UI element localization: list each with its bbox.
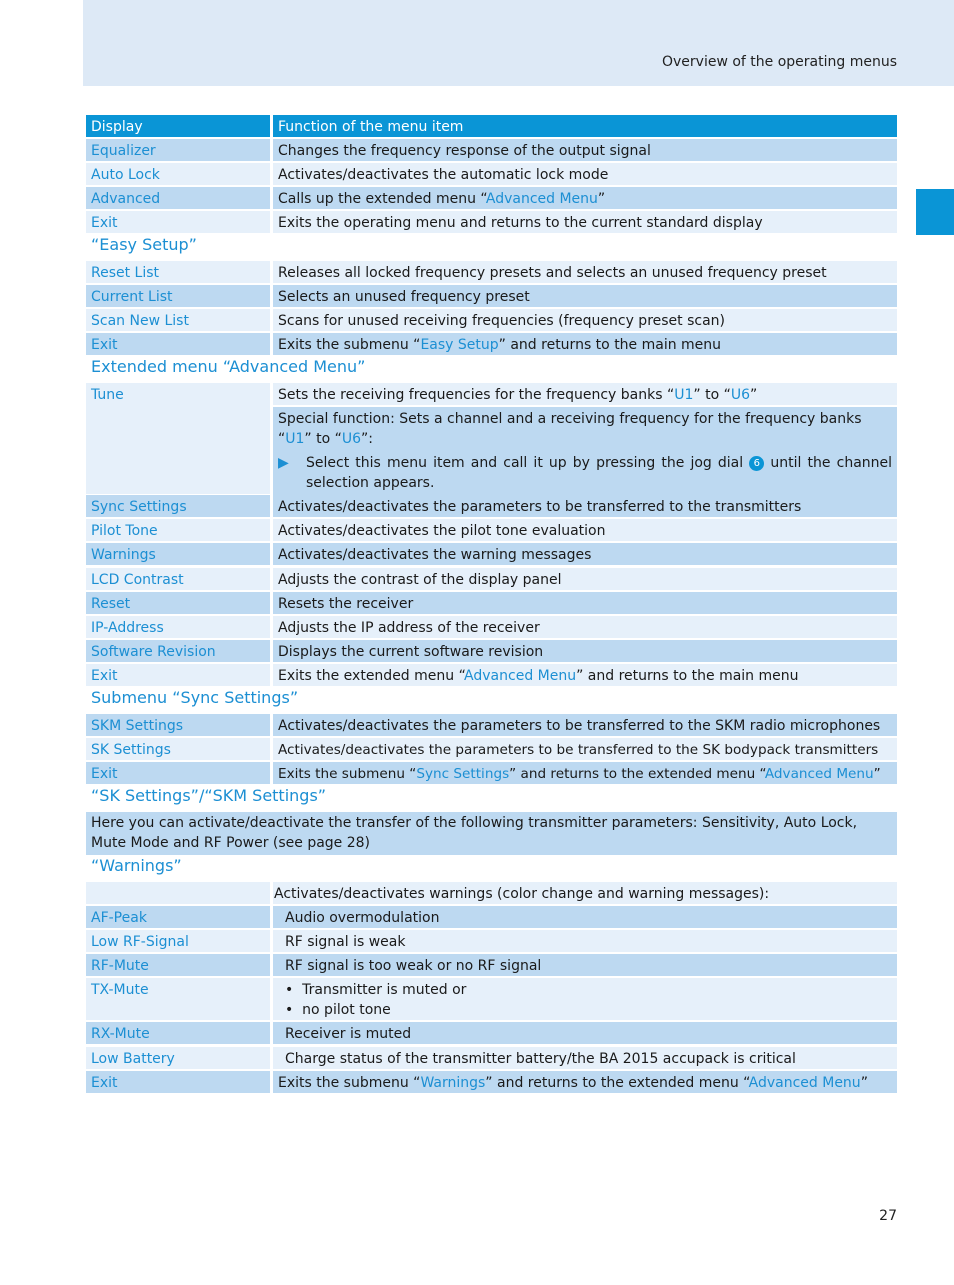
table-row-tune [86,383,897,494]
menu-link: Advanced Menu [764,766,874,782]
row-display: LCD Contrast [86,568,270,590]
row-function: Releases all locked frequency presets and selects an unused frequency preset [273,261,897,283]
row-function: Activates/deactivates the automatic lock mode [273,163,897,185]
row-function: Adjusts the contrast of the display panel [273,568,897,590]
row-display: SKM Settings [86,714,270,736]
row-function: Exits the submenu “Sync Settings” and returns to the extended menu “Advanced Menu” [273,762,897,784]
row-function: Activates/deactivates the parameters to be transferred to the SK bodypack transmitters [273,738,897,760]
menu-link: Easy Setup [420,337,499,353]
row-display: Exit [86,1071,270,1093]
arrow-icon: ▶ [278,455,289,471]
row-function: RF signal is weak [273,930,897,952]
row-function: Resets the receiver [273,592,897,614]
row-function: Activates/deactivates the pilot tone evaluation [273,519,897,541]
jog-dial-number-icon: 6 [749,456,764,471]
header-title: Overview of the operating menus [661,54,897,70]
row-display: Scan New List [86,309,270,331]
row-display: RF-Mute [86,954,270,976]
row-function: Adjusts the IP address of the receiver [273,616,897,638]
table-row [86,543,897,565]
chapter-tab [916,189,954,235]
section-sync-settings: Submenu “Sync Settings” [91,688,299,707]
sk-settings-note: Here you can activate/deactivate the transfer of the following transmitter parameters: Sensitivity, Auto Lock, Mute Mode and RF Power (see page 28) [86,812,897,855]
table-row [86,1022,897,1044]
table-row [86,139,897,161]
row-function: Exits the submenu “Easy Setup” and returns to the main menu [273,333,897,355]
table-row [86,616,897,638]
special-function: Special function: Sets a channel and a receiving frequency for the frequency banks “U1” to “U6”: ▶ Select this menu item and call it up by pressing the jog dial 6 until the channel selection appears. [273,407,897,495]
table-row [86,495,897,517]
row-function: Changes the frequency response of the output signal [273,139,897,161]
menu-link: Sync Settings [416,766,510,782]
menu-link: Advanced Menu [485,191,598,207]
row-display: Exit [86,333,270,355]
table-row [86,738,897,760]
table-row [86,640,897,662]
table-row [86,592,897,614]
row-function: Exits the submenu “Warnings” and returns to the extended menu “Advanced Menu” [273,1071,897,1093]
row-function: Displays the current software revision [273,640,897,662]
row-display: Pilot Tone [86,519,270,541]
page-number: 27 [879,1208,897,1224]
table-row [86,333,897,355]
header-display: Display [86,115,270,137]
table-row [86,762,897,784]
menu-link: Warnings [420,1075,486,1091]
warnings-intro: Activates/deactivates warnings (color change and warning messages): [273,882,897,904]
row-display: Warnings [86,543,270,565]
table-row [86,211,897,233]
table-row [86,163,897,185]
table-row [86,1047,897,1069]
header-band [83,0,954,86]
menu-link: Advanced Menu [464,668,577,684]
row-display: Low Battery [86,1047,270,1069]
row-function: Exits the extended menu “Advanced Menu” and returns to the main menu [273,664,897,686]
section-sk-settings: “SK Settings”/“SKM Settings” [91,786,327,805]
list-item: • no pilot tone [285,1002,391,1018]
section-easy-setup: “Easy Setup” [91,235,197,254]
table-row [86,568,897,590]
row-display: Reset List [86,261,270,283]
row-display: Tune [86,383,270,494]
table-row [86,882,897,904]
table-header [86,115,897,137]
table-row [86,714,897,736]
table-row [86,309,897,331]
menu-link: Advanced Menu [748,1075,861,1091]
table-row [86,664,897,686]
table-row [86,930,897,952]
row-display: Exit [86,762,270,784]
table-row [86,261,897,283]
row-function: Activates/deactivates the parameters to be transferred to the SKM radio microphones [273,714,897,736]
row-function: Audio overmodulation [273,906,897,928]
row-display: AF-Peak [86,906,270,928]
row-function: RF signal is too weak or no RF signal [273,954,897,976]
table-row [86,285,897,307]
row-display: Auto Lock [86,163,270,185]
section-advanced-menu: Extended menu “Advanced Menu” [91,357,366,376]
row-display: Exit [86,211,270,233]
table-row [86,1071,897,1093]
row-display: Reset [86,592,270,614]
table-row [86,519,897,541]
row-function: Activates/deactivates the parameters to be transferred to the transmitters [273,495,897,517]
section-warnings: “Warnings” [91,856,182,875]
row-function: Scans for unused receiving frequencies (frequency preset scan) [273,309,897,331]
row-function: Exits the operating menu and returns to the current standard display [273,211,897,233]
row-function: Sets the receiving frequencies for the frequency banks “U1” to “U6” [273,383,897,405]
instruction-step: Select this menu item and call it up by pressing the jog dial 6 until the channel selection appears. [306,455,893,491]
row-display: Exit [86,664,270,686]
row-display: Sync Settings [86,495,270,517]
row-display: Low RF-Signal [86,930,270,952]
row-display: RX-Mute [86,1022,270,1044]
table-row [86,187,897,209]
table-row [86,978,897,1020]
row-function: Charge status of the transmitter battery/the BA 2015 accupack is critical [273,1047,897,1069]
row-function: Activates/deactivates the warning messages [273,543,897,565]
row-display: Equalizer [86,139,270,161]
row-display: Advanced [86,187,270,209]
table-row [86,906,897,928]
list-item: • Transmitter is muted or [285,982,467,998]
table-row [86,954,897,976]
row-function: Calls up the extended menu “Advanced Menu” [273,187,897,209]
row-display: Software Revision [86,640,270,662]
row-display: IP-Address [86,616,270,638]
header-function: Function of the menu item [273,115,897,137]
row-function [273,978,897,1020]
row-display: SK Settings [86,738,270,760]
row-function: Receiver is muted [273,1022,897,1044]
row-display: TX-Mute [86,978,270,1020]
row-function: Selects an unused frequency preset [273,285,897,307]
row-display: Current List [86,285,270,307]
